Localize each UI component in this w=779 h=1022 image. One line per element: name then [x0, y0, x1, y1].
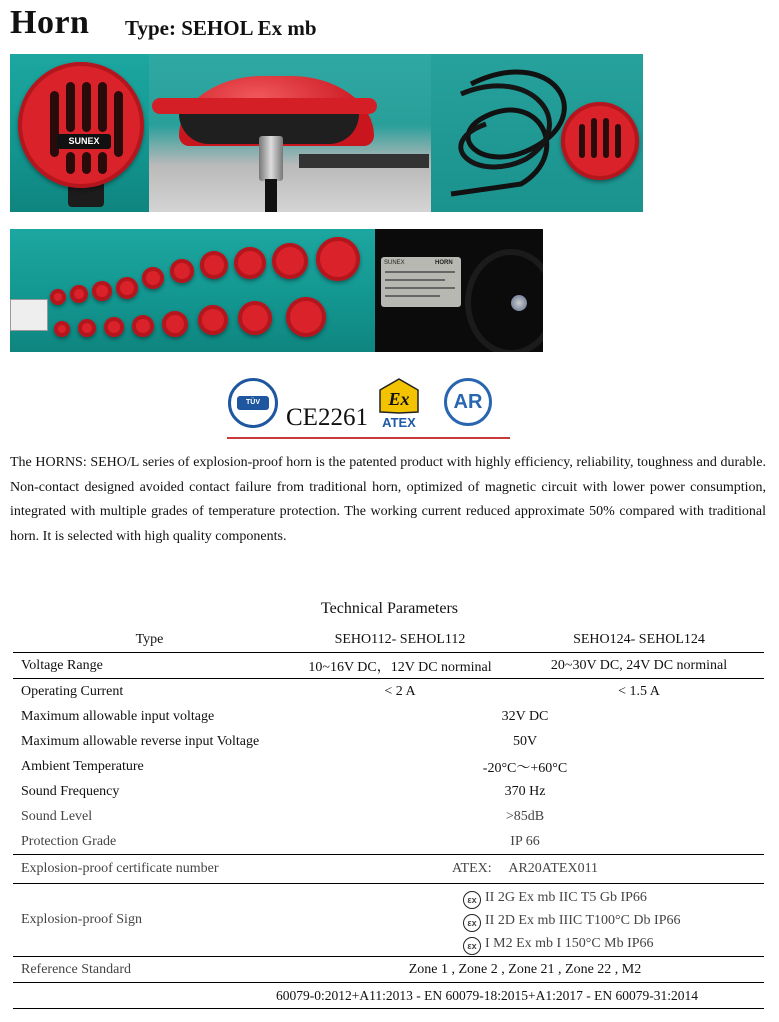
- header-col2: SEHO124- SEHOL124: [573, 631, 705, 647]
- row-label: Ambient Temperature: [21, 758, 144, 774]
- table-header-row: [13, 627, 764, 653]
- page-title: Horn: [10, 4, 90, 41]
- row-value: 370 Hz: [504, 783, 546, 799]
- row-value: 60079-0:2012+A11:2013 - EN 60079-18:2015+A1:2017 - EN 60079-31:2014: [276, 987, 698, 1003]
- table-row: [13, 653, 764, 679]
- row-label: Sound Level: [21, 808, 93, 824]
- nameplate-label: HORN: [435, 260, 453, 266]
- row-value: 20~30V DC, 24V DC norminal: [550, 657, 728, 673]
- ex-sign-line: εx II 2D Ex mb IIIC T100°C Db IP66: [463, 909, 764, 932]
- ex-sign-line: εx I M2 Ex mb I 150°C Mb IP66: [463, 932, 764, 955]
- row-value: 50V: [512, 733, 538, 749]
- row-value: < 1.5 A: [618, 683, 660, 699]
- ex-mark-icon: εx: [463, 937, 481, 955]
- nameplate-brand: SUNEX: [384, 260, 405, 266]
- ar-logo: [444, 378, 492, 426]
- table-row: [13, 679, 764, 705]
- header-type: Type: [135, 631, 164, 647]
- svg-text:Ex: Ex: [388, 389, 410, 409]
- table-row: [13, 957, 764, 983]
- row-value: 10~16V DC，12V DC norminal: [308, 659, 492, 675]
- row-label: Explosion-proof certificate number: [21, 861, 219, 876]
- row-value: IP 66: [510, 833, 540, 849]
- row-label: Voltage Range: [21, 657, 103, 673]
- row-label: Explosion-proof Sign: [21, 912, 142, 927]
- table-row: [13, 729, 764, 754]
- row-label: Maximum allowable reverse input Voltage: [21, 733, 260, 749]
- row-label: Reference Standard: [21, 961, 131, 977]
- product-type: Type: SEHOL Ex mb: [125, 16, 317, 40]
- table-row: [13, 829, 764, 855]
- tuv-label: TÜV NORD: [237, 396, 269, 410]
- ex-hexagon-icon: [377, 378, 421, 414]
- photo-nameplate: [375, 229, 543, 352]
- row-value: < 2 A: [384, 683, 416, 699]
- row-value: ATEX: AR20ATEX011: [451, 861, 599, 876]
- table-row: [13, 754, 764, 779]
- table-title: Technical Parameters: [320, 600, 459, 617]
- ex-mark-icon: εx: [463, 891, 481, 909]
- ar-label: AR: [453, 391, 483, 413]
- atex-label: ATEX: [382, 415, 416, 430]
- photo-horn-side: [149, 54, 431, 212]
- ex-sign-list: [286, 884, 764, 957]
- table-row: [13, 804, 764, 829]
- ce-mark: CE2261: [286, 404, 368, 431]
- atex-logo: [377, 378, 421, 430]
- row-label: Operating Current: [21, 683, 124, 699]
- row-label: Maximum allowable input voltage: [21, 708, 215, 724]
- tuv-logo: [228, 378, 278, 428]
- table-row: [13, 983, 764, 1009]
- row-value: -20°C～+60°C: [482, 760, 568, 776]
- ex-sign-line: εx II 2G Ex mb IIC T5 Gb IP66: [463, 886, 764, 909]
- row-label: Sound Frequency: [21, 783, 120, 799]
- table-row: [13, 884, 764, 957]
- row-label: Protection Grade: [21, 833, 117, 849]
- cert-divider: [227, 437, 510, 439]
- photo-horn-front: [10, 54, 149, 212]
- technical-parameters-table: [13, 627, 764, 1009]
- photo-horn-cable: [431, 54, 643, 212]
- table-row: [13, 779, 764, 804]
- horn-brand-label: SUNEX: [57, 134, 111, 149]
- product-description: The HORNS: SEHO/L series of explosion-proof horn is the patented product with highly efficiency, reliability, toughness and durable. Non-contact designed avoided contact failure from traditional horn, optimized of magnetic circuit with lower power consumption, integrated with multiple grades of temperature protection. The working current reduced approximate 50% compared with traditional horn. It is selected with high quality components.: [10, 455, 766, 544]
- table-row: [13, 855, 764, 884]
- row-value: >85dB: [505, 808, 545, 824]
- row-value: 32V DC: [501, 708, 549, 724]
- table-row: [13, 704, 764, 729]
- ex-mark-icon: εx: [463, 914, 481, 932]
- header-col1: SEHO112- SEHOL112: [334, 631, 466, 647]
- photo-horn-collection: [10, 229, 375, 352]
- row-value: Zone 1 , Zone 2 , Zone 21 , Zone 22 , M2: [408, 961, 642, 977]
